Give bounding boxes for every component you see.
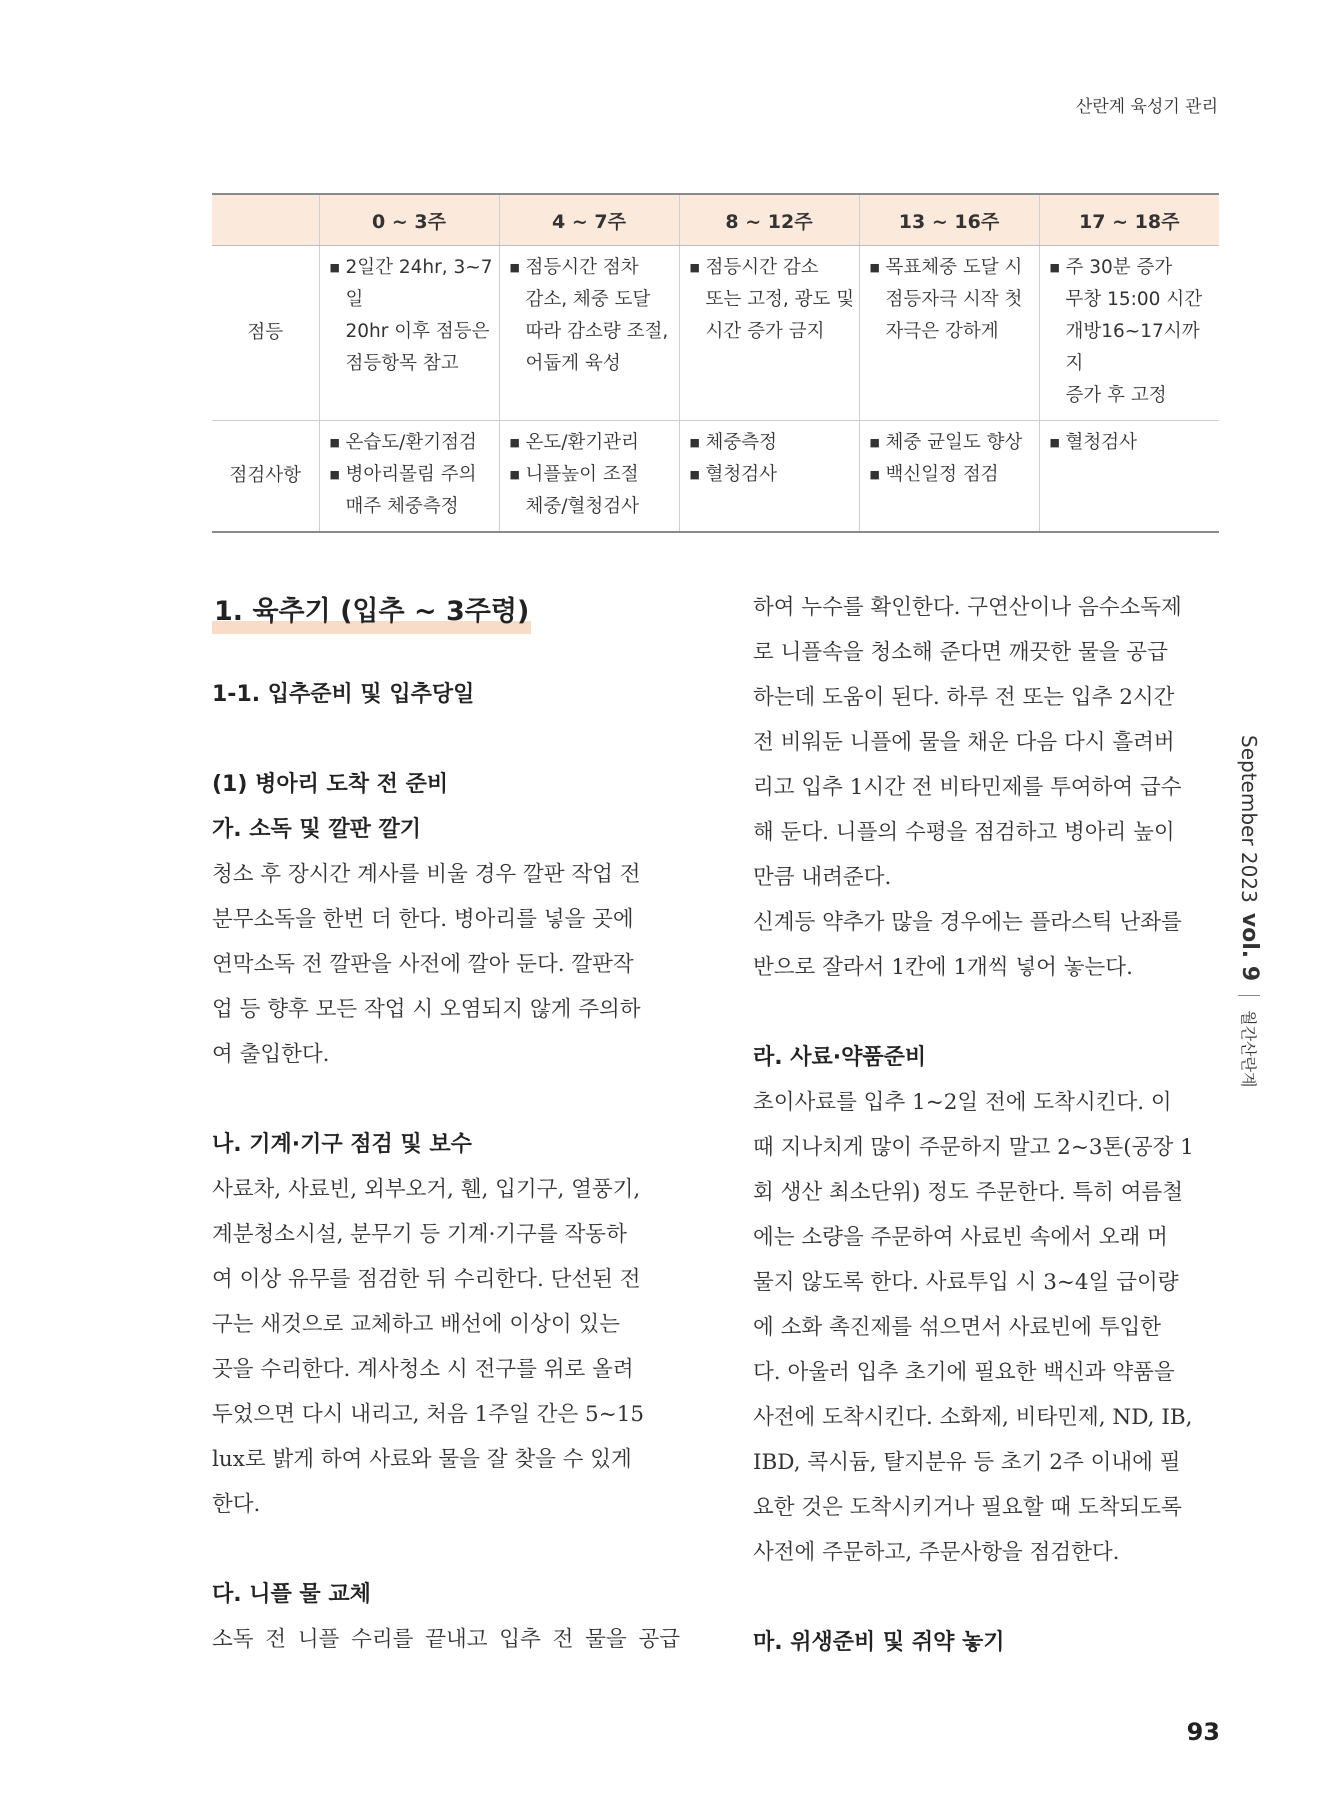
paragraph-da: 소독 전 니플 수리를 끝내고 입추 전 물을 공급: [212, 1627, 680, 1652]
row-label: 점검사항: [212, 421, 319, 533]
schedule-table: [212, 193, 1219, 533]
bullet-square-icon: ■: [329, 261, 340, 274]
table-cell: ■ 주 30분 증가 무창 15:00 시간 개방16~17시까지 증가 후 고정: [1039, 246, 1219, 421]
issue-month-year: September 2023: [1237, 735, 1262, 903]
table-cell: ■ 혈청검사: [1039, 421, 1219, 533]
bullet-square-icon: ■: [509, 468, 520, 481]
bullet-square-icon: ■: [509, 261, 520, 274]
right-column: [753, 585, 1221, 1665]
magazine-name: 월간산란계: [1239, 1010, 1258, 1088]
paragraph-ra: 초이사료를 입추 1~2일 전에 도착시킨다. 이 때 지나치게 많이 주문하지 말고 2~3톤(공장 1 회 생산 최소단위) 정도 주문한다. 특히 여름철 에는 소량을 주문하여 사료빈 속에서 오래 머 물지 않도록 한다. 사료투입 시 3~4일 급이량 에 소화 촉진제를 섞으면서 사료빈에 투입한 다. 아울러 입추 초기에 필요한 백신과 약품을 사전에 도착시킨다. 소화제, 비타민제, ND, IB, IBD, 콕시듐, 탈지분유 등 초기 2주 이내에 필 요한 것은 도착시키거나 필요할 때 도착되도록 사전에 주문하고, 주문사항을 점검한다.: [753, 1090, 1194, 1565]
bullet-square-icon: ■: [509, 436, 520, 449]
row-label: 점등: [212, 246, 319, 421]
subsection-heading: 1-1. 입추준비 및 입추당일: [212, 682, 475, 707]
divider: [1239, 995, 1261, 996]
bullet-square-icon: ■: [689, 436, 700, 449]
table-cell: ■ 점등시간 점차 감소, 체중 도달 따라 감소량 조절, 어둡게 육성: [499, 246, 679, 421]
bullet-square-icon: ■: [1049, 436, 1060, 449]
table-header-cell: 0 ~ 3주: [319, 194, 499, 246]
section-heading: 1. 육추기 (입추 ~ 3주령): [212, 590, 531, 634]
paragraph-da-continued: 하여 누수를 확인한다. 구연산이나 음수소독제 로 니플속을 청소해 준다면 깨끗한 물을 공급 하는데 도움이 된다. 하루 전 또는 입추 2시간 전 비워둔 니플에 물을 채운 다음 다시 흘려버 리고 입추 1시간 전 비타민제를 투여하여 급수 해 둔다. 니플의 수평을 점검하고 병아리 높이 만큼 내려준다.: [753, 595, 1182, 890]
item-heading-na: 나. 기계·기구 점검 및 보수: [212, 1132, 472, 1157]
table-row-checks: [212, 421, 1219, 533]
bullet-square-icon: ■: [689, 468, 700, 481]
bullet-square-icon: ■: [869, 436, 880, 449]
bullet-square-icon: ■: [869, 261, 880, 274]
item-heading-ga: 가. 소독 및 깔판 깔기: [212, 817, 422, 842]
paragraph-na: 사료차, 사료빈, 외부오거, 휀, 입기구, 열풍기, 계분청소시설, 분무기 등 기계·기구를 작동하 여 이상 유무를 점검한 뒤 수리한다. 단선된 전 구는 새것으로 교체하고 배선에 이상이 있는 곳을 수리한다. 계사청소 시 전구를 위로 올려 두었으면 다시 내리고, 처음 1주일 간은 5~15 lux로 밝게 하여 사료와 물을 잘 찾을 수 있게 한다.: [212, 1177, 645, 1517]
table-header-cell: 17 ~ 18주: [1039, 194, 1219, 246]
table-cell: ■ 온도/환기관리 ■ 니플높이 조절 체중/혈청검사: [499, 421, 679, 533]
bullet-square-icon: ■: [869, 468, 880, 481]
table-header-cell: [212, 194, 319, 246]
side-issue-label: [1237, 735, 1262, 1087]
left-column: [212, 590, 680, 1662]
table-cell: ■ 목표체중 도달 시 점등자극 시작 첫 자극은 강하게: [859, 246, 1039, 421]
table-cell: ■ 체중 균일도 향상 ■ 백신일정 점검: [859, 421, 1039, 533]
table-cell: ■ 점등시간 감소 또는 고정, 광도 및 시간 증가 금지: [679, 246, 859, 421]
running-header: 산란계 육성기 관리: [1075, 97, 1218, 117]
table-header-cell: 13 ~ 16주: [859, 194, 1039, 246]
bullet-square-icon: ■: [689, 261, 700, 274]
bullet-square-icon: ■: [329, 468, 340, 481]
paragraph-ga: 청소 후 장시간 계사를 비울 경우 깔판 작업 전 분무소독을 한번 더 한다. 병아리를 넣을 곳에 연막소독 전 깔판을 사전에 깔아 둔다. 깔판작 업 등 향후 모든 작업 시 오염되지 않게 주의하 여 출입한다.: [212, 862, 641, 1067]
bullet-square-icon: ■: [1049, 261, 1060, 274]
item-heading-da: 다. 니플 물 교체: [212, 1582, 371, 1607]
item-heading-ma: 마. 위생준비 및 쥐약 놓기: [753, 1630, 1005, 1655]
table-row-lighting: [212, 246, 1219, 421]
subsubsection-heading: (1) 병아리 도착 전 준비: [212, 772, 449, 797]
table-header-cell: 8 ~ 12주: [679, 194, 859, 246]
page-number: 93: [1186, 1718, 1220, 1746]
table-header-row: [212, 194, 1219, 246]
issue-volume: vol. 9: [1237, 912, 1262, 982]
paragraph-da-note: 신계등 약추가 많을 경우에는 플라스틱 난좌를 반으로 잘라서 1칸에 1개씩 넣어 놓는다.: [753, 910, 1182, 980]
table-cell: ■ 체중측정 ■ 혈청검사: [679, 421, 859, 533]
bullet-square-icon: ■: [329, 436, 340, 449]
item-heading-ra: 라. 사료·약품준비: [753, 1045, 927, 1070]
table-cell: ■ 2일간 24hr, 3~7일 20hr 이후 점등은 점등항목 참고: [319, 246, 499, 421]
table-header-cell: 4 ~ 7주: [499, 194, 679, 246]
table-cell: ■ 온습도/환기점검 ■ 병아리몰림 주의 매주 체중측정: [319, 421, 499, 533]
